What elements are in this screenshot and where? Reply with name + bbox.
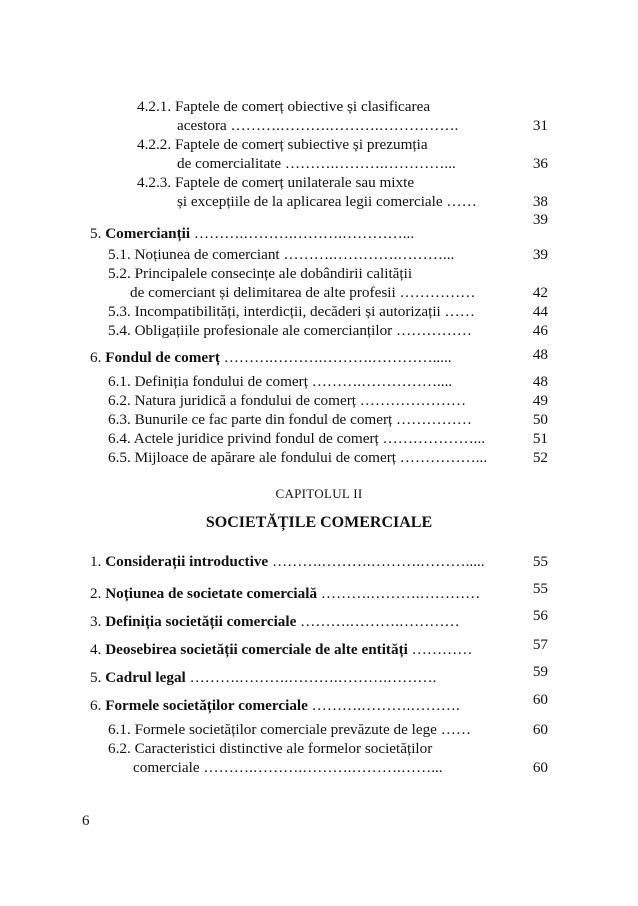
page-ref: 31 (532, 117, 548, 134)
toc-section-5 (90, 225, 414, 243)
page-number: 6 (82, 813, 90, 829)
toc-entry-6-4: 6.4. Actele juridice privind fondul de comerț ………………... (108, 430, 486, 447)
toc-entry-5-4: 5.4. Obligațiile profesionale ale comercianților …………… (108, 322, 472, 339)
page-ref: 44 (532, 303, 548, 320)
section-title: Formele societăților comerciale (105, 697, 308, 714)
toc-chapter2-entry-4 (90, 641, 472, 659)
toc-chapter2-entry-5 (90, 669, 436, 687)
leader-dots: ……….……….……….……….………. (189, 669, 437, 686)
toc-entry-5-2-line1: 5.2. Principalele consecințe ale dobândirii calității (108, 265, 413, 282)
toc-entry-c2-6-2-line1: 6.2. Caracteristici distinctive ale formelor societăților (108, 740, 433, 757)
section-number: 4. (90, 641, 102, 658)
section-number: 2. (90, 585, 102, 602)
toc-entry-4-2-2-line2: de comercialitate ……….……….…………... (177, 155, 456, 172)
page-ref: 38 (532, 193, 548, 210)
page-ref: 60 (532, 691, 548, 708)
toc-entry-4-2-3-line2: și excepțiile de la aplicarea legii comerciale …… (177, 193, 477, 210)
section-title: Definiția societății comerciale (105, 613, 297, 630)
section-title: Fondul de comerț (105, 349, 220, 366)
page-ref: 50 (532, 411, 548, 428)
section-number: 3. (90, 613, 102, 630)
toc-chapter2-entry-6 (90, 697, 460, 715)
toc-entry-5-2-line2: de comerciant și delimitarea de alte profesii …………… (130, 284, 476, 301)
section-title: Comercianții (105, 225, 191, 242)
leader-dots: ……….……….……….………..... (271, 553, 485, 570)
chapter-title: SOCIETĂȚILE COMERCIALE (205, 514, 433, 531)
section-number: 5. (90, 225, 102, 242)
page-ref: 55 (532, 580, 548, 597)
page-ref: 42 (532, 284, 548, 301)
toc-chapter2-entry-2 (90, 585, 480, 603)
toc-entry-6-5: 6.5. Mijloace de apărare ale fondului de comerț ……………... (108, 449, 488, 466)
leader-dots: ……….……….……….…………..... (223, 349, 452, 366)
section-number: 6. (90, 349, 102, 366)
toc-entry-6-2: 6.2. Natura juridică a fondului de comerț ………………… (108, 392, 467, 409)
leader-dots: ……….……….……….…………... (193, 225, 415, 242)
toc-entry-5-1: 5.1. Noțiunea de comerciant ……….………….………... (108, 246, 455, 263)
page-ref: 39 (532, 211, 548, 228)
page-ref: 36 (532, 155, 548, 172)
leader-dots: ……….……….………… (300, 613, 460, 630)
section-title: Noțiunea de societate comercială (105, 585, 318, 602)
toc-entry-c2-6-1: 6.1. Formele societăților comerciale prevăzute de lege …… (108, 721, 472, 738)
section-title: Cadrul legal (105, 669, 186, 686)
toc-entry-4-2-1-line2: acestora ……….……….……….……………. (177, 117, 459, 134)
toc-entry-4-2-3-line1: 4.2.3. Faptele de comerț unilaterale sau mixte (137, 174, 415, 191)
leader-dots: ………… (411, 641, 473, 658)
page-ref: 56 (532, 607, 548, 624)
leader-dots: ……….……….………. (311, 697, 460, 714)
page-ref: 60 (532, 721, 548, 738)
page-ref: 57 (532, 636, 548, 653)
toc-entry-4-2-1-line1: 4.2.1. Faptele de comerț obiective și clasificarea (137, 98, 431, 115)
toc-chapter2-entry-3 (90, 613, 460, 631)
section-number: 5. (90, 669, 102, 686)
toc-chapter2-entry-1 (90, 553, 485, 571)
page-ref: 46 (532, 322, 548, 339)
toc-entry-4-2-2-line1: 4.2.2. Faptele de comerț subiective și prezumția (137, 136, 428, 153)
section-title: Deosebirea societății comerciale de alte entități (105, 641, 408, 658)
toc-section-6 (90, 349, 452, 367)
page-ref: 51 (532, 430, 548, 447)
leader-dots: ……….……….………… (320, 585, 481, 602)
section-title: Considerații introductive (105, 553, 269, 570)
toc-entry-c2-6-2-line2: comerciale ……….……….……….……….……... (133, 759, 443, 776)
page-ref: 48 (532, 373, 548, 390)
toc-entry-5-3: 5.3. Incompatibilități, interdicții, decăderi și autorizații …… (108, 303, 475, 320)
page-ref: 52 (532, 449, 548, 466)
section-number: 6. (90, 697, 102, 714)
page-ref: 59 (532, 663, 548, 680)
page-ref: 55 (532, 553, 548, 570)
page-ref: 49 (532, 392, 548, 409)
page-ref: 48 (532, 346, 548, 363)
section-number: 1. (90, 553, 102, 570)
page-ref: 60 (532, 759, 548, 776)
page-ref: 39 (532, 246, 548, 263)
chapter-label: CAPITOLUL II (275, 486, 363, 501)
toc-entry-6-3: 6.3. Bunurile ce fac parte din fondul de comerț …………… (108, 411, 472, 428)
toc-entry-6-1: 6.1. Definiția fondului de comerț ……….…………….... (108, 373, 453, 390)
